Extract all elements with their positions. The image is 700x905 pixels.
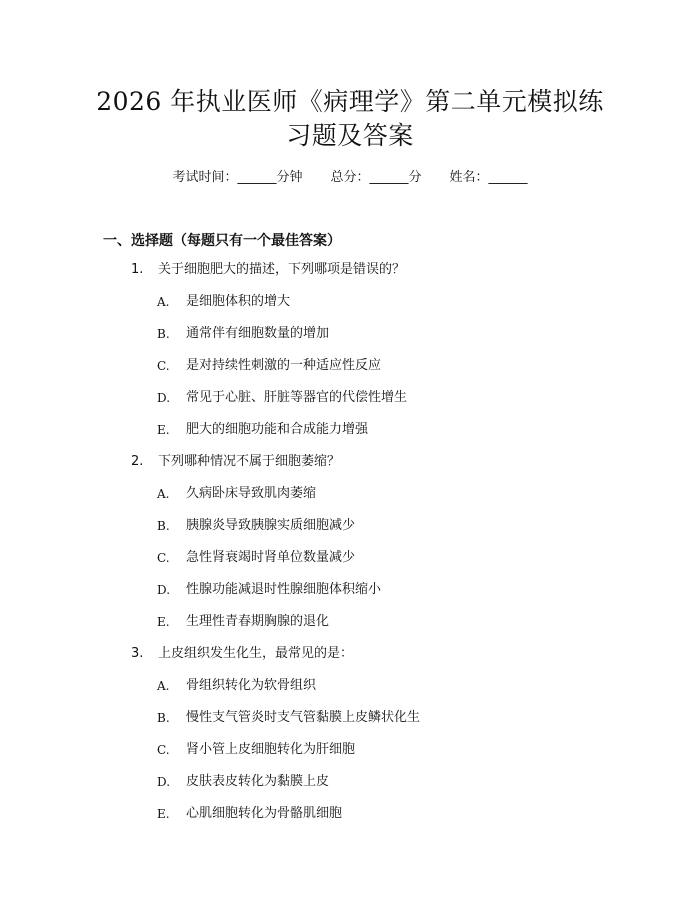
student-name-field: 姓名：______	[449, 170, 528, 185]
option-letter: D.	[157, 391, 171, 405]
option-2e	[157, 612, 617, 632]
option-text: 是细胞体积的增大	[186, 294, 291, 309]
option-letter: D.	[157, 775, 171, 789]
question-2	[131, 452, 611, 472]
option-letter: E.	[157, 423, 170, 437]
question-number: 2.	[131, 454, 144, 469]
option-2d	[157, 580, 617, 600]
option-1d	[157, 388, 617, 408]
question-text: 下列哪种情况不属于细胞萎缩？	[158, 454, 341, 469]
option-letter: C.	[157, 551, 170, 565]
option-1e	[157, 420, 617, 440]
option-text: 通常伴有细胞数量的增加	[186, 326, 330, 341]
option-letter: C.	[157, 359, 170, 373]
total-score-field: 总分：______分	[330, 170, 422, 185]
question-number: 3.	[131, 646, 144, 661]
option-text: 胰腺炎导致胰腺实质细胞减少	[186, 518, 356, 533]
question-text: 关于细胞肥大的描述，下列哪项是错误的？	[158, 262, 406, 277]
option-letter: A.	[157, 487, 170, 501]
option-letter: D.	[157, 583, 171, 597]
option-text: 是对持续性刺激的一种适应性反应	[186, 358, 382, 373]
question-3	[131, 644, 611, 664]
option-letter: E.	[157, 807, 170, 821]
document-title-line-1: 2026 年执业医师《病理学》第二单元模拟练	[96, 87, 604, 116]
option-letter: C.	[157, 743, 170, 757]
option-letter: A.	[157, 679, 170, 693]
option-2b	[157, 516, 617, 536]
section-heading: 一、选择题（每题只有一个最佳答案）	[103, 233, 341, 249]
option-letter: B.	[157, 711, 170, 725]
option-letter: B.	[157, 327, 170, 341]
option-1b	[157, 324, 617, 344]
option-1c	[157, 356, 617, 376]
option-text: 性腺功能减退时性腺细胞体积缩小	[186, 582, 382, 597]
option-text: 慢性支气管炎时支气管黏膜上皮鳞状化生	[186, 710, 421, 725]
option-1a	[157, 292, 617, 312]
option-text: 心肌细胞转化为骨骼肌细胞	[186, 806, 343, 821]
option-text: 肾小管上皮细胞转化为肝细胞	[186, 742, 356, 757]
option-letter: B.	[157, 519, 170, 533]
option-text: 久病卧床导致肌肉萎缩	[186, 486, 317, 501]
option-3d	[157, 772, 617, 792]
option-2c	[157, 548, 617, 568]
option-3a	[157, 676, 617, 696]
question-text: 上皮组织发生化生，最常见的是：	[158, 646, 354, 661]
option-text: 皮肤表皮转化为黏膜上皮	[186, 774, 330, 789]
option-text: 生理性青春期胸腺的退化	[186, 614, 330, 629]
option-text: 肥大的细胞功能和合成能力增强	[186, 422, 369, 437]
option-2a	[157, 484, 617, 504]
question-1	[131, 260, 611, 280]
option-3c	[157, 740, 617, 760]
option-3e	[157, 804, 617, 824]
exam-time-field: 考试时间：______分钟	[172, 170, 303, 185]
option-letter: A.	[157, 295, 170, 309]
option-text: 骨组织转化为软骨组织	[186, 678, 317, 693]
option-3b	[157, 708, 617, 728]
option-text: 常见于心脏、肝脏等器官的代偿性增生	[186, 390, 408, 405]
option-letter: E.	[157, 615, 170, 629]
exam-meta-line	[0, 168, 700, 188]
option-text: 急性肾衰竭时肾单位数量减少	[186, 550, 356, 565]
document-title-line-2: 习题及答案	[286, 121, 414, 150]
question-number: 1.	[131, 262, 144, 277]
